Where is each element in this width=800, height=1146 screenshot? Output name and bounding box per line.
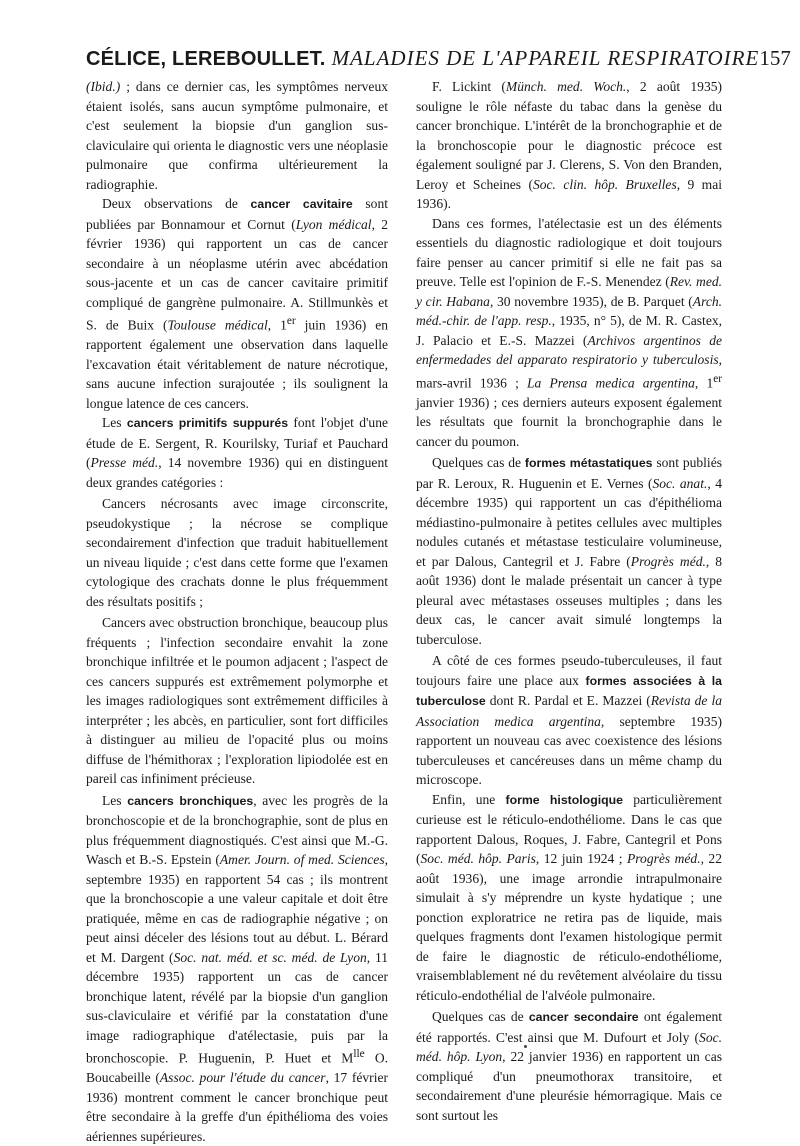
paragraph: Quelques cas de formes métastatiques sont publiés par R. Leroux, R. Huguenin et E. Vernes (Soc. anat., 4 décembre 1935) qui rapportent un cas d'épithélioma médiastino-pulmonaire à petites cellules avec multiples nodules cutanés et métastase testiculaire volumineuse, et par Dalous, Cantegril et J. Fabre (Progrès méd., 8 août 1936) dont le malade présentait un cancer à type pleural avec métastases osseuses multiples ; dans les deux cas, le cancer avait simulé longtemps la tuberculose. (416, 455, 722, 647)
paragraph: Enfin, une forme histologique particulièrement curieuse est le réticulo-endothéliome. Dans le cas que rapportent Dalous, Roques, J. Fabre, Cantegril et Pons (Soc. méd. hôp. Paris, 12 juin 1924 ; Progrès méd., 22 août 1936), une image arrondie intrapulmonaire simulait à s'y méprendre un kyste hydatique ; une ponction exploratrice ne retira pas de liquide, mais quelques fragments dont l'examen histologique permit de faire le diagnostic de réticulo-endothéliome, vraisemblablement né du revêtement alvéolaire du tissu réticulo-endothélial de l'alvéole pulmonaire. (416, 791, 722, 1003)
page-number: 157 (759, 46, 791, 70)
paragraph: Dans ces formes, l'atélectasie est un des éléments essentiels du diagnostic radiologique et doit toujours faire penser au cancer primitif si elle ne fait pas sa preuve. Telle est l'opinion de F.-S. Menendez (Rev. med. y cir. Habana, 30 novembre 1935), de B. Parquet (Arch. méd.-chir. de l'app. resp., 1935, n° 5), de M. R. Castex, J. Palacio et E.-S. Mazzei (Archivos argentinos de enfermedades del apparato respiratorio y tuberculosis, mars-avril 1936 ; La Prensa medica argentina, 1er janvier 1936) ; ces derniers auteurs exposent également les résultats que fournit la bronchographie dans le cancer du poumon. (416, 215, 723, 449)
right-column (416, 77, 722, 1125)
header-authors: CÉLICE, LEREBOULLET. (86, 48, 326, 70)
paragraph: Cancers avec obstruction bronchique, beaucoup plus fréquents ; l'infection secondaire envahit la zone bronchique infiltrée et le poumon adjacent ; l'aspect de ces cancers suppurés est extrêmement polymorphe et les images radiologiques sont extrêmement difficiles à interpréter ; les abcès, en particulier, sont fort difficiles à distinguer au milieu de l'opacité plus ou moins diffuse de l'hémithorax ; l'exploration lipiodolée est en pareil cas infiniment précieuse. (86, 615, 388, 787)
ink-speck (524, 1045, 527, 1048)
paragraph: (Ibid.) ; dans ce dernier cas, les symptômes nerveux étaient isolés, sans aucun symptôme pulmonaire, et c'est seulement la biopsie d'un ganglion sus-claviculaire qui orienta le diagnostic vers une néoplasie pulmonaire que confirma ultérieurement la radiographie. (86, 79, 388, 192)
paragraph: Les cancers primitifs suppurés font l'objet d'une étude de E. Sergent, R. Kourilsky, Turiaf et Pauchard (Presse méd., 14 novembre 1936) qui en distinguent deux grandes catégories : (86, 415, 388, 490)
paragraph: Deux observations de cancer cavitaire sont publiées par Bonnamour et Cornut (Lyon médical, 2 février 1936) qui rapportent un cas de cancer secondaire à un néoplasme utérin avec abcédation sous-jacente et un cas de cancer cavitaire primitif compliqué de gangrène pulmonaire. A. Stillmunkès et S. de Buix (Toulouse médical, 1er juin 1936) en rapportent également une observation dans laquelle l'excavation était véritablement de nature nécrotique, sans aucune infection surajoutée ; ils soulignent la longue latence de ces cancers. (86, 196, 388, 411)
paragraph: Les cancers bronchiques, avec les progrès de la bronchoscopie et de la bronchographie, sont de plus en plus fréquemment diagnostiqués. C'est ainsi que M.-G. Wasch et B.-S. Epstein (Amer. Journ. of med. Sciences, septembre 1935) en rapportent 54 cas ; ils montrent que la bronchoscopie a une valeur capitale et doit être pratiquée, même en cas de radiographie négative ; on peut ainsi déceler des lésions tout au début. L. Bérard et M. Dargent (Soc. nat. méd. et sc. méd. de Lyon, 11 décembre 1935) rapportent un cas de cancer bronchique latent, révélé par la biopsie d'un ganglion sus-claviculaire et vérifié par la constatation d'une image radiographique d'atélectasie, puis par la bronchoscopie. P. Huguenin, P. Huet et $M^{lle}$ O. Boucabeille (Assoc. pour l'étude du cancer, 17 février 1936) montrent comment le cancer bronchique peut être secondaire à la greffe d'un épithélioma des voies aériennes supérieures. (86, 792, 389, 1144)
paragraph: A côté de ces formes pseudo-tuberculeuses, il faut toujours faire une place aux formes associées à la tuberculose dont R. Pardal et E. Mazzei (Revista de la Association medica argentina, septembre 1935) rapportent un nouveau cas avec coexistence des lésions tuberculeuses et cancéreuses dans un même champ du microscope. (416, 653, 722, 788)
running-header (86, 46, 791, 74)
header-title: MALADIES DE L'APPAREIL RESPIRATOIRE (331, 46, 760, 70)
left-column (86, 77, 388, 1146)
paragraph: F. Lickint (Münch. med. Woch., 2 août 1935) souligne le rôle néfaste du tabac dans la genèse du cancer bronchique. L'intérêt de la bronchographie et de la bronchoscopie pour le diagnostic précoce est également souligné par J. Clerens, S. Von den Branden, Leroy et Scheines (Soc. clin. hôp. Bruxelles, 9 mai 1936). (416, 79, 723, 211)
paragraph: Quelques cas de cancer secondaire ont également été rapportés. C'est ainsi que M. Dufourt et Joly (Soc. méd. hôp. Lyon, 22 janvier 1936) en rapportent un cas compliqué d'un pneumothorax transitoire, et secondairement d'une pleurésie hémorragique. Mais ce sont surtout les (416, 1009, 722, 1123)
paragraph: Cancers nécrosants avec image circonscrite, pseudokystique ; la nécrose se complique secondairement d'infection que traduit habituellement un niveau liquide ; c'est dans cette forme que l'examen cytologique des crachats donne le plus fréquemment des résultats positifs ; (86, 496, 388, 609)
